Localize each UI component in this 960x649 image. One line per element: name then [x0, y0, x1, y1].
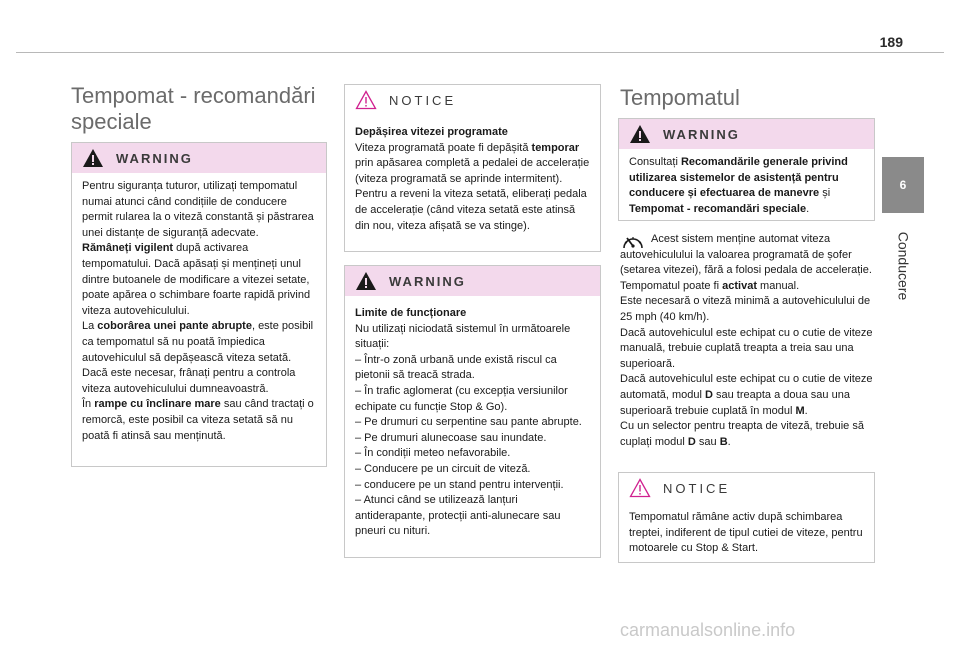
notice-triangle-icon	[355, 90, 377, 110]
warning-triangle-icon	[629, 124, 651, 144]
notice-header: NOTICE	[345, 85, 600, 115]
notice-body: Tempomatul rămâne activ după schimbarea treptei, indiferent de tipul cutiei de viteze, pentru motoarele cu Stop & Start.	[629, 511, 863, 555]
list-item: – Pe drumuri cu serpentine sau pante abrupte.	[355, 416, 582, 429]
notice-body: Depășirea vitezei programate Viteza programată poate fi depășită temporar prin apăsarea completă a pedalei de accelerație (viteza programată se aprinde intermitent). Pentru a reveni la viteza setată, eliberați pedala de accelerație (când viteza setată este atinsă din nou, viteza afișată se va stinge).	[355, 126, 590, 232]
page-number: 189	[879, 34, 903, 50]
notice-box-exceed-speed	[344, 84, 601, 252]
warning-box-general	[618, 118, 875, 221]
warning-triangle-icon	[355, 271, 377, 291]
list-item: – conducere pe un stand pentru intervenții.	[355, 478, 564, 491]
list-item: – Într-o zonă urbană unde există riscul ca pietonii să treacă strada.	[355, 353, 557, 382]
heading-cruise-control: Tempomatul	[620, 85, 740, 110]
warning-body: Limite de funcționare Nu utilizați niciodată sistemul în următoarele situații: – Într-o zonă urbană unde există riscul ca pietonii să treacă strada. – În trafic aglomerat (cu excepția versiunilor echipate cu funcție Stop & Go). – Pe drumuri cu serpentine sau pante abrupte. – Pe drumuri alunecoase sau inundate. – În condiții meteo nefavorabile. – Conducere pe un circuit de viteză. – conducere pe un stand pentru intervenții. – Atunci când se utilizează lanțuri antiderapante, protecții anti-alunecare sau pneuri cu nituri.	[345, 296, 600, 546]
notice-triangle-icon	[629, 478, 651, 498]
list-item: – Conducere pe un circuit de viteză.	[355, 462, 531, 475]
list-item: – În condiții meteo nefavorabile.	[355, 447, 511, 460]
warning-box-safety	[71, 142, 327, 467]
warning-header: WARNING	[345, 266, 600, 296]
heading-special-recommendations: Tempomat - recomandări speciale	[71, 83, 316, 134]
warning-triangle-icon	[82, 148, 104, 168]
warning-body: Pentru siguranța tuturor, utilizați tempomatul numai atunci când condițiile de conducere permit rularea la o viteză constantă și păstrarea unei distanțe de siguranță adecvate. Rămâneți vigilent după activarea tempomatului. Dacă apăsați și mențineți unul dintre butoanele de modificare a vitezei setate, poate apărea o schimbare foarte rapidă privind viteza autovehiculului. La coborârea unei pante abrupte, este posibil ca tempomatul să nu poată împiedica autovehiculul să depășească viteza setată. Dacă este necesar, frânați pentru a controla viteza autovehiculului dumneavoastră. În rampe cu înclinare mare sau când tractați o remorcă, este posibil ca viteza setată să nu poată fi atinsă sau menținută.	[82, 180, 314, 442]
watermark: carmanualsonline.info	[620, 620, 796, 640]
notice-header: NOTICE	[619, 473, 874, 503]
warning-header: WARNING	[619, 119, 874, 149]
cruise-control-description: Acest sistem menține automat viteza autovehiculului la valoarea programată de șofer (setarea vitezei), fără a folosi pedala de accelerație. Tempomatul poate fi activat manual. Este necesară o viteză minimă a autovehiculului de 25 mph (40 km/h). Dacă autovehiculul este echipat cu o cutie de viteze manuală, trebuie cuplată treapta a treia sau una superioară. Dacă autovehiculul este echipat cu o cutie de viteze automată, modul D sau treapta a doua sau una superioară trebuie cuplată în modul M. Cu un selector pentru treapta de viteză, trebuie să cuplați modul D sau B.	[620, 233, 873, 448]
notice-box-gear-change	[618, 472, 875, 563]
header-rule	[16, 52, 944, 53]
section-label: Conducere	[895, 231, 911, 301]
warning-header: WARNING	[72, 143, 326, 173]
list-item: – În trafic aglomerat (cu excepția versiunilor echipate cu funcție Stop & Go).	[355, 384, 568, 413]
list-item: – Atunci când se utilizează lanțuri antiderapante, protecții anti-alunecare sau pneuri cu nituri.	[355, 494, 561, 538]
warning-body: Consultați Recomandările generale privind utilizarea sistemelor de asistență pentru conducere și efectuarea de manevre și Tempomat - recomandări speciale.	[629, 156, 848, 215]
list-item: – Pe drumuri alunecoase sau inundate.	[355, 431, 547, 444]
warning-box-limits	[344, 265, 601, 558]
section-tab[interactable]: 6	[882, 157, 924, 213]
